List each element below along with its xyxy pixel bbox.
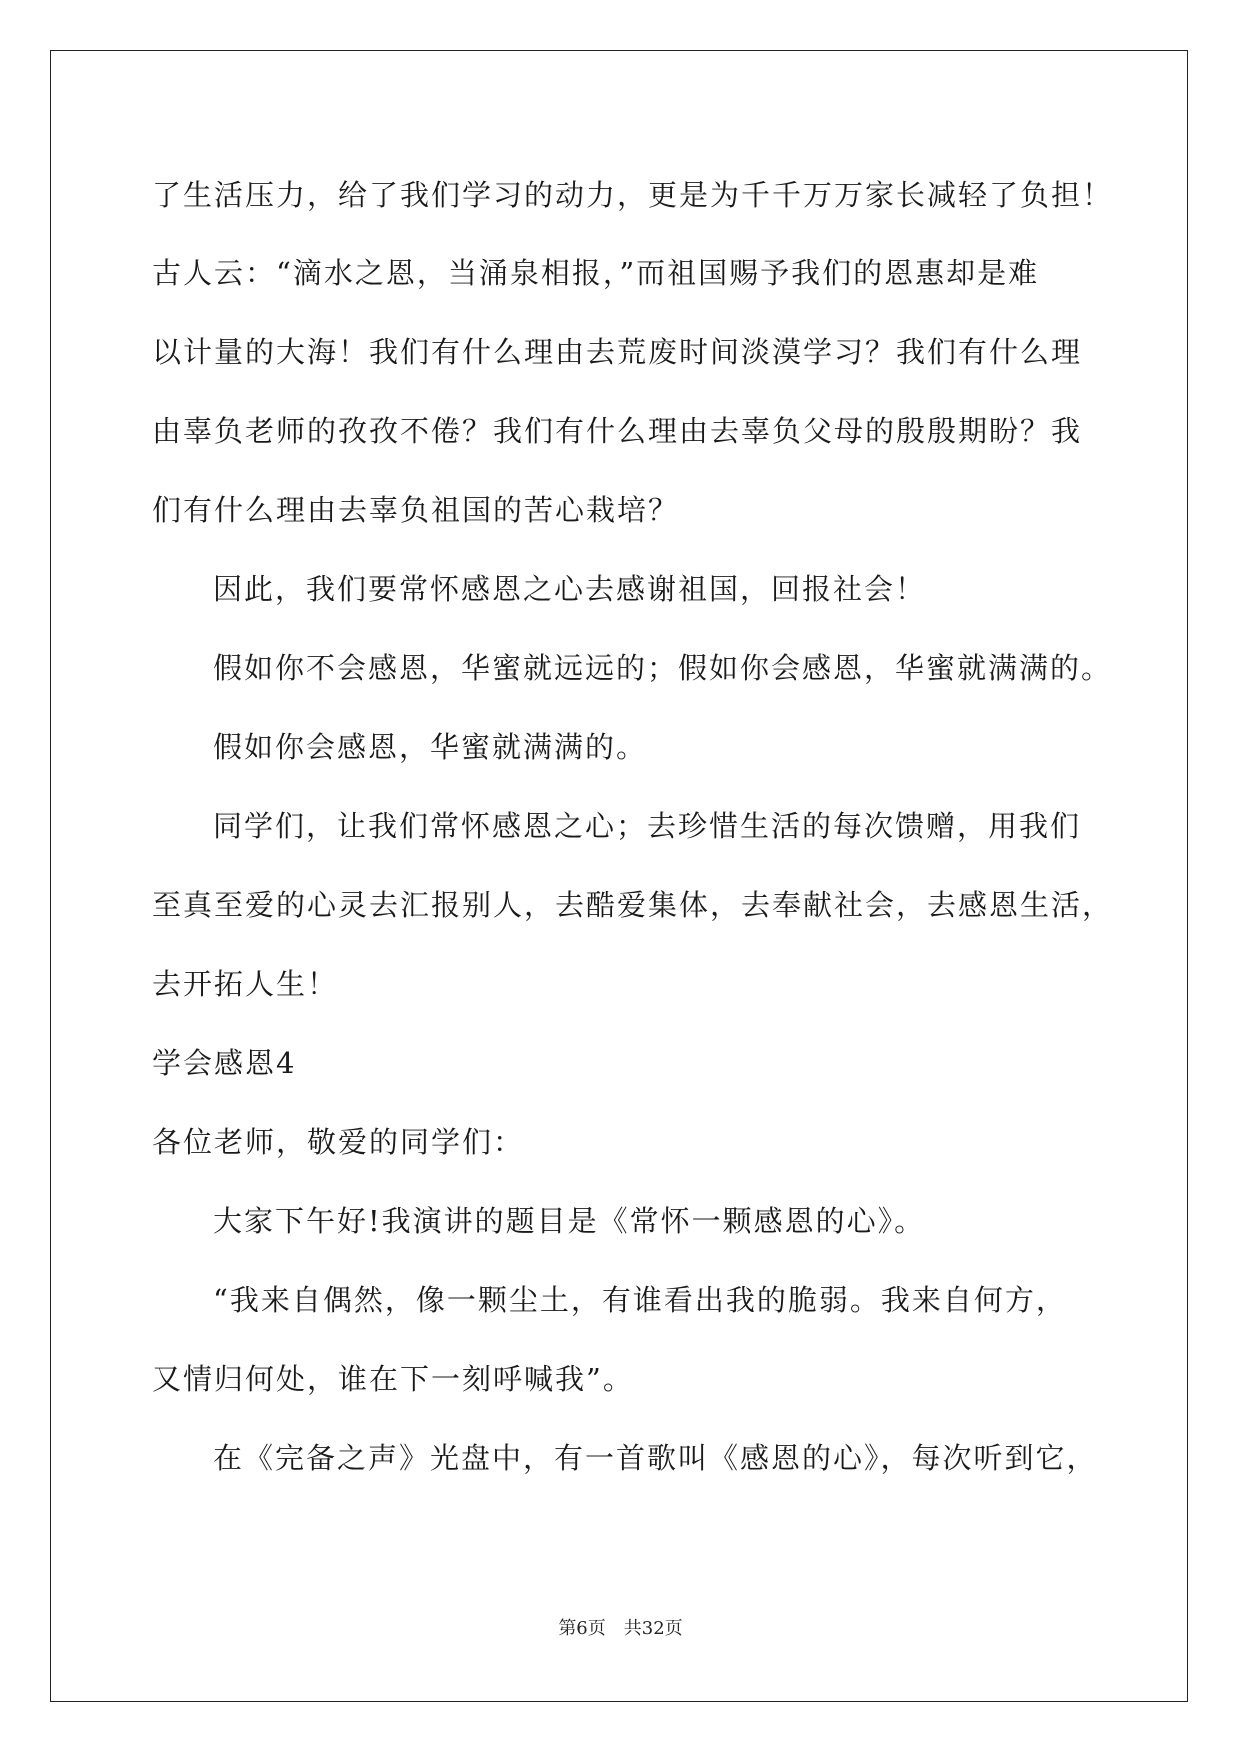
- section-heading: 学会感恩4: [152, 1046, 297, 1080]
- text-line: 去开拓人生！: [152, 967, 339, 1001]
- text-line: 在《完备之声》光盘中，有一首歌叫《感恩的心》，每次听到它，: [213, 1441, 1098, 1475]
- salutation: 各位老师，敬爱的同学们：: [152, 1125, 525, 1159]
- text-line: 由辜负老师的孜孜不倦？我们有什么理由去辜负父母的殷殷期盼？我: [152, 414, 1083, 448]
- text-line: “我来自偶然，像一颗尘土，有谁看出我的脆弱。我来自何方，: [213, 1283, 1067, 1317]
- text-line: 同学们，让我们常怀感恩之心；去珍惜生活的每次馈赠，用我们: [213, 809, 1082, 843]
- text-line: 大家下午好!我演讲的题目是《常怀一颗感恩的心》。: [213, 1204, 926, 1238]
- text-line: 们有什么理由去辜负祖国的苦心栽培？: [152, 493, 680, 527]
- text-line: 古人云：“滴水之恩，当涌泉相报，”而祖国赐予我们的恩惠却是难: [152, 256, 1040, 290]
- text-line: 了生活压力，给了我们学习的动力，更是为千千万万家长减轻了负担！: [152, 178, 1114, 212]
- page-footer: 第6页 共32页: [558, 1618, 683, 1639]
- text-line: 以计量的大海！我们有什么理由去荒废时间淡漠学习？我们有什么理: [152, 335, 1083, 369]
- text-line: 又情归何处，谁在下一刻呼喊我”。: [152, 1362, 634, 1396]
- text-line: 因此，我们要常怀感恩之心去感谢祖国，回报社会！: [213, 572, 927, 606]
- text-line: 假如你不会感恩，华蜜就远远的；假如你会感恩，华蜜就满满的。: [213, 651, 1113, 685]
- text-line: 至真至爱的心灵去汇报别人，去酷爱集体，去奉献社会，去感恩生活，: [152, 888, 1114, 922]
- text-line: 假如你会感恩，华蜜就满满的。: [213, 730, 648, 764]
